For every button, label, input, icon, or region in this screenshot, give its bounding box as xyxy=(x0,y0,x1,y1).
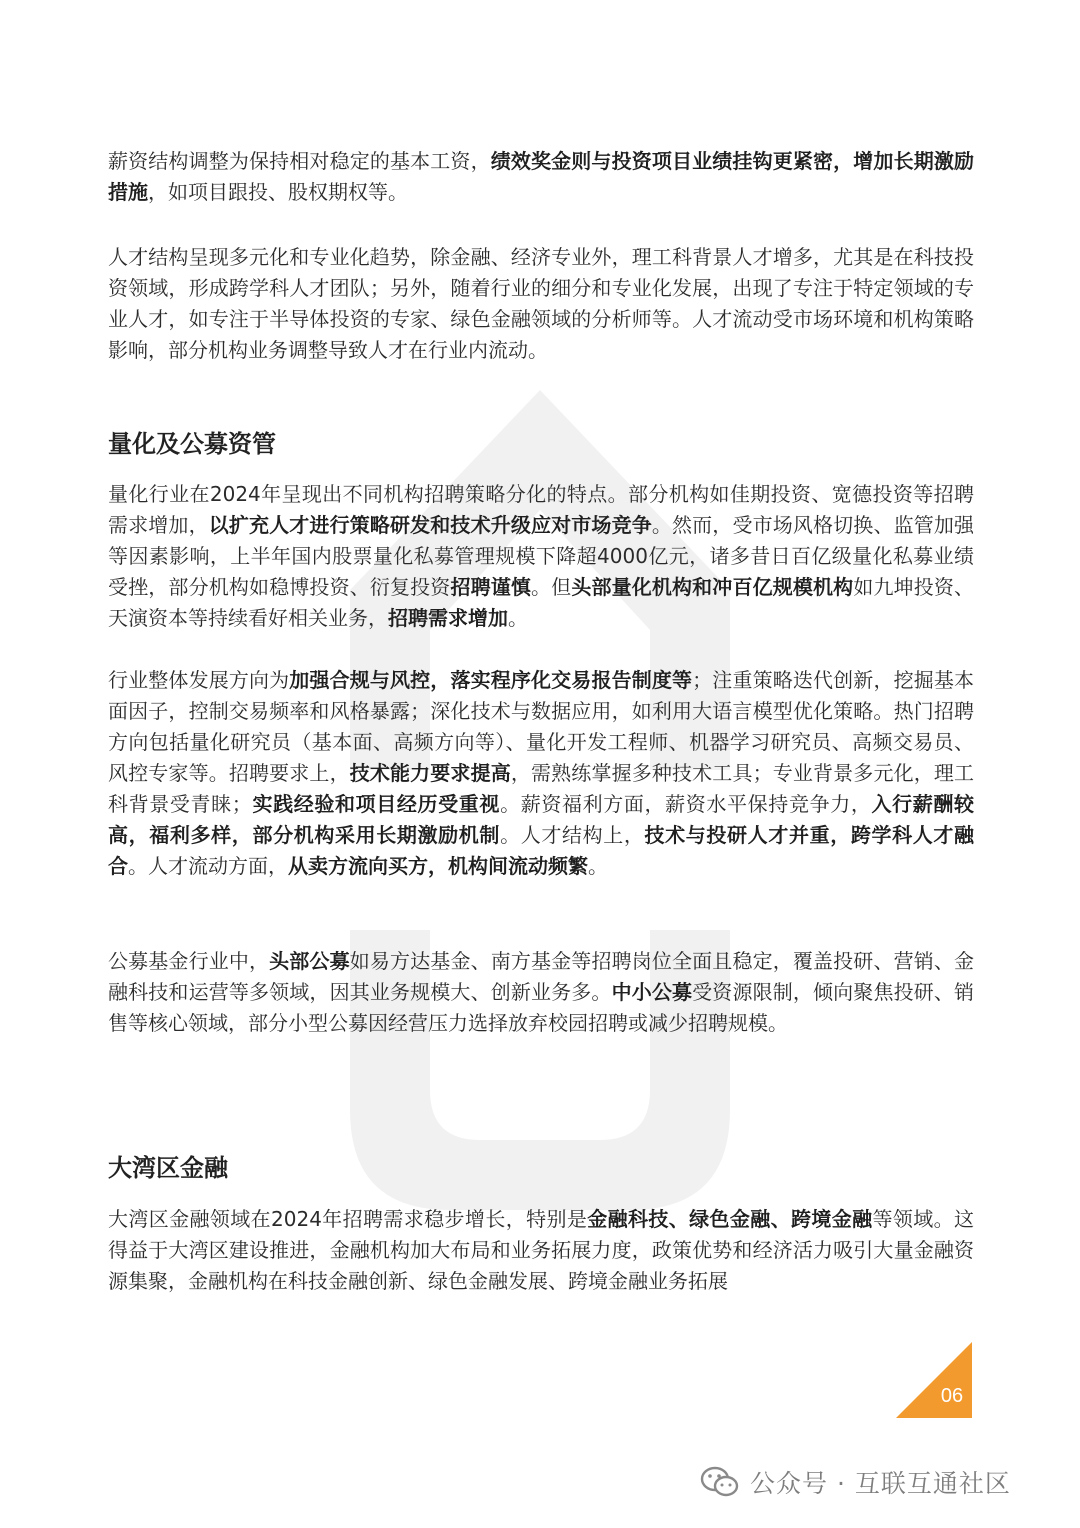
paragraph-quant-industry xyxy=(108,479,974,634)
emphasis-text: 头部公募 xyxy=(269,949,350,973)
emphasis-text: 实践经验和项目经历受重视 xyxy=(251,792,501,816)
body-text: ，需熟练掌握多种技术工具；专业背景多元化，理工科背景受青睐； xyxy=(108,761,975,816)
body-text: 薪资结构调整为保持相对稳定的基本工资， xyxy=(108,149,491,173)
body-text: 。薪资福利方面，薪资水平保持竞争力， xyxy=(500,792,872,816)
body-text: 大湾区金融领域在2024年招聘需求稳步增长，特别是 xyxy=(108,1207,588,1231)
body-text: 公募基金行业中， xyxy=(108,949,270,973)
emphasis-text: 头部量化机构和冲百亿规模机构 xyxy=(571,575,854,599)
body-text: 量化行业在2024年呈现出不同机构招聘策略分化的特点。部分机构如佳期投资、宽德投资等招聘需求增加， xyxy=(108,482,974,537)
paragraph-industry-direction xyxy=(108,665,974,882)
body-text: 。人才结构上， xyxy=(500,823,645,847)
body-text: 。人才流动方面， xyxy=(128,854,288,878)
body-text: 。 xyxy=(508,606,528,630)
wechat-icon xyxy=(700,1465,740,1499)
emphasis-text: 技术能力要求提高 xyxy=(349,761,511,785)
body-text: ；注重策略迭代创新，挖掘基本面因子，控制交易频率和风格暴露；深化技术与数据应用，如利用大语言模型优化策略。热门招聘方向包括量化研究员（基本面、高频方向等）、量化开发工程师、机器学习研究员、高频交易员、风控专家等。招聘要求上， xyxy=(108,668,975,785)
emphasis-text: 以扩充人才进行策略研发和技术升级应对市场竞争 xyxy=(208,513,652,537)
paragraph-talent-structure xyxy=(108,242,974,366)
body-text: 。 xyxy=(588,854,608,878)
footer-source xyxy=(700,1462,1011,1502)
emphasis-text: 从卖方流向买方，机构间流动频繁 xyxy=(288,854,588,878)
body-text: 如九坤投资、天演资本等持续看好相关业务， xyxy=(108,575,975,630)
body-text: 人才结构呈现多元化和专业化趋势，除金融、经济专业外，理工科背景人才增多，尤其是在科技投资领域，形成跨学科人才团队；另外，随着行业的细分和专业化发展，出现了专注于特定领域的专业人才，如专注于半导体投资的专家、绿色金融领域的分析师等。人才流动受市场环境和机构策略影响，部分机构业务调整导致人才在行业内流动。 xyxy=(108,245,974,362)
body-text: 等领域。这得益于大湾区建设推进，金融机构加大布局和业务拓展力度，政策优势和经济活力吸引大量金融资源集聚，金融机构在科技金融创新、绿色金融发展、跨境金融业务拓展 xyxy=(108,1207,975,1293)
paragraph-public-funds xyxy=(108,946,974,1039)
paragraph-gba-finance xyxy=(108,1204,974,1297)
emphasis-text: 招聘谨慎 xyxy=(450,575,532,599)
emphasis-text: 绩效奖金则与投资项目业绩挂钩更紧密，增加长期激励措施 xyxy=(108,149,975,204)
page-number: 06 xyxy=(940,1385,964,1407)
body-text: ，如项目跟投、股权期权等。 xyxy=(148,180,408,204)
body-text: 受资源限制，倾向聚焦投研、销售等核心领域，部分小型公募因经营压力选择放弃校园招聘或减少招聘规模。 xyxy=(108,980,975,1035)
footer-text: 公众号 · 互联互通社区 xyxy=(750,1469,1011,1498)
emphasis-text: 技术与投研人才并重，跨学科人才融合 xyxy=(108,823,975,878)
section-heading-quant: 量化及公募资管 xyxy=(108,430,276,458)
body-text: 。但 xyxy=(531,575,572,599)
section-heading-gba: 大湾区金融 xyxy=(108,1154,228,1182)
emphasis-text: 加强合规与风控，落实程序化交易报告制度等 xyxy=(289,668,693,692)
emphasis-text: 金融科技、绿色金融、跨境金融 xyxy=(587,1207,873,1231)
emphasis-text: 招聘需求增加 xyxy=(388,606,508,630)
body-text: 如易方达基金、南方基金等招聘岗位全面且稳定，覆盖投研、营销、金融科技和运营等多领域，因其业务规模大、创新业务多。 xyxy=(108,949,975,1004)
emphasis-text: 入行薪酬较高，福利多样，部分机构采用长期激励机制 xyxy=(108,792,975,847)
body-text: 。然而，受市场风格切换、监管加强等因素影响，上半年国内股票量化私募管理规模下降超4000亿元，诸多昔日百亿级量化私募业绩受挫，部分机构如稳博投资、衍复投资 xyxy=(108,513,975,599)
paragraph-salary-structure xyxy=(108,146,974,208)
body-text: 行业整体发展方向为 xyxy=(108,668,290,692)
emphasis-text: 中小公募 xyxy=(611,980,693,1004)
